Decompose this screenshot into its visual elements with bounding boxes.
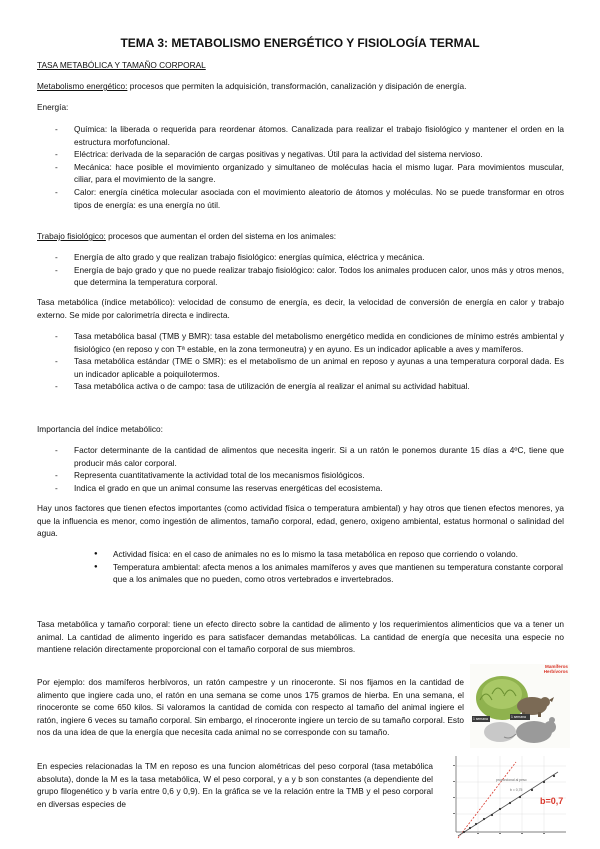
section-heading: TASA METABÓLICA Y TAMAÑO CORPORAL [37, 60, 206, 70]
list-item: - Representa cuantitativamente la actividad total de los mecanismos fisiológicos. [74, 469, 564, 482]
list-item: - Calor: energía cinética molecular asociada con el movimiento aleatorio de átomos y moléculas. No se puede transformar en otros tipos de energía: es una energía no útil. [74, 186, 564, 211]
slope-label: b = 0,75 [510, 788, 523, 792]
list-item: - Química: la liberada o requerida para reordenar átomos. Canalizada para realizar el trabajo fisiológico y mantener el orden en la estructura morfofuncional. [74, 123, 564, 148]
energia-label: Energía: [37, 102, 69, 112]
trabajo-term: Trabajo fisiológico: [37, 231, 106, 241]
ejemplo-paragraph: Por ejemplo: dos mamíferos herbívoros, un ratón campestre y un rinoceronte. Si nos fijamos en la cantidad de alimento que ingiere cada uno, el ratón en una semana se come unos 175 gramos de hierba. En una semana, el rinoceronte se come 650 kilos. Si valoramos la cantidad de comida con respecto al tamaño del animal ingiere el ratón, ingiere 6 veces su tamaño corporal. Sin embargo, el rinoceronte ingiere un tercio de su tamaño corporal. Esto nos da una idea de que la energía que necesita cada animal no se corresponde con su tamaño. [37, 677, 464, 738]
list-item: - Mecánica: hace posible el movimiento organizado y simultaneo de moléculas hacia el mismo lugar. Para movimientos muscular, ciliar, para el movimiento de la sangre. [74, 161, 564, 186]
trabajo-text: procesos que aumentan el orden del sistema en los animales: [105, 231, 337, 241]
especies-paragraph: En especies relacionadas la TM en reposo es una funcion alométricas del peso corporal (tasa metabólica absoluta), donde la M es la tasa metabólica, W el peso corporal, y a y b son constantes (a dependiente del grupo filogenético y b varía entre 0,6 y 0,9). En la gráfica se ve la relación entre la TMB y el peso corporal en diversas especies de [37, 761, 433, 809]
exponent-annotation: b=0,7 [540, 796, 564, 806]
grass-pile-small [484, 722, 516, 742]
importancia-list [74, 444, 564, 494]
factores-paragraph: Hay unos factores que tienen efectos importantes (como actividad física o temperatura ambiental) y hay otros que tienen efectos menores, ya que la influencia es menor, como ingestión de alimentos, tamaño corporal, edad, genero, oxigeno ambiental, estatus hormonal o salinidad del agua. [37, 503, 564, 539]
herbivores-illustration [470, 664, 570, 748]
tamano-paragraph: Tasa metabólica y tamaño corporal: tiene un efecto directo sobre la cantidad de alimento y los requerimientos alimenticios que va a tener un animal. La cantidad de alimento ingerido es para satisfacer demandas metabólicas. La cantidad de energía que necesita una especie no mantiene relación directamente proporcional con el tamaño corporal de sus miembros. [37, 619, 564, 655]
list-item: - Tasa metabólica estándar (TME o SMR): es el metabolismo de un animal en reposo y ayunas a una temperatura corporal dada. Es un indicador aplicable a poiquilotermos. [74, 355, 564, 380]
week-tag-2: 1 semana [511, 715, 526, 719]
list-item: - Tasa metabólica basal (TMB y BMR): tasa estable del metabolismo energético medida en condiciones de mínimo estrés ambiental y fisiológico (en reposo y con Tª estable, en la zona termoneutra) y en ayuno. Es un indicador aplicable a aves y mamíferos. [74, 330, 564, 355]
proportional-label: proporcional al peso [496, 778, 527, 782]
herbivores-figure [470, 664, 570, 748]
herbivores-label: Mamíferos Herbívoros [543, 664, 568, 675]
tasa-list [74, 330, 564, 393]
list-item: - Energía de bajo grado y que no puede realizar trabajo fisiológico: calor. Todos los animales producen calor, unos más y otros menos, que determina la temperatura corporal. [74, 264, 564, 289]
list-item: - Energía de alto grado y que realizan trabajo fisiológico: energías química, eléctrica y mecánica. [74, 251, 564, 264]
list-item: ● Temperatura ambiental: afecta menos a los animales mamíferos y aves que mantienen su temperatura constante corporal que a los animales que no pueden, como otros vertebrados e invertebrados. [113, 561, 563, 586]
tasa-paragraph: Tasa metabólica (índice metabólico): velocidad de consumo de energía, es decir, la velocidad de conversión de energía en calor y trabajo externo. Se mide por calorimetría directa e indirecta. [37, 297, 564, 320]
trabajo-paragraph [37, 230, 563, 243]
list-item: - Indica el grado en que un animal consume las reservas energéticas del ecosistema. [74, 482, 564, 495]
importancia-label: Importancia del índice metabólico: [37, 424, 163, 434]
energia-list [74, 123, 564, 211]
page-title: TEMA 3: METABOLISMO ENERGÉTICO Y FISIOLOGÍA TERMAL [120, 36, 480, 50]
week-tag-1: 1 semana [473, 717, 488, 721]
factores-list [113, 548, 563, 586]
list-item: - Eléctrica: derivada de la separación de cargas positivas y negativas. Útil para la actividad del sistema nervioso. [74, 148, 564, 161]
trabajo-list [74, 251, 564, 289]
metabolismo-paragraph [37, 80, 563, 93]
metabolismo-term: Metabolismo energético: [37, 81, 128, 91]
list-item: ● Actividad física: en el caso de animales no es lo mismo la tasa metabólica en reposo que corriendo o volando. [113, 548, 563, 561]
list-item: - Tasa metabólica activa o de campo: tasa de utilización de energía al realizar el animal su actividad habitual. [74, 380, 564, 393]
list-item: - Factor determinante de la cantidad de alimentos que necesita ingerir. Si a un ratón le ponemos durante 15 días a 4ºC, tiene que producir más calor corporal. [74, 444, 564, 469]
metabolismo-text: procesos que permiten la adquisición, transformación, canalización y disipación de energía. [127, 81, 467, 91]
tmb-weight-figure [440, 752, 570, 844]
